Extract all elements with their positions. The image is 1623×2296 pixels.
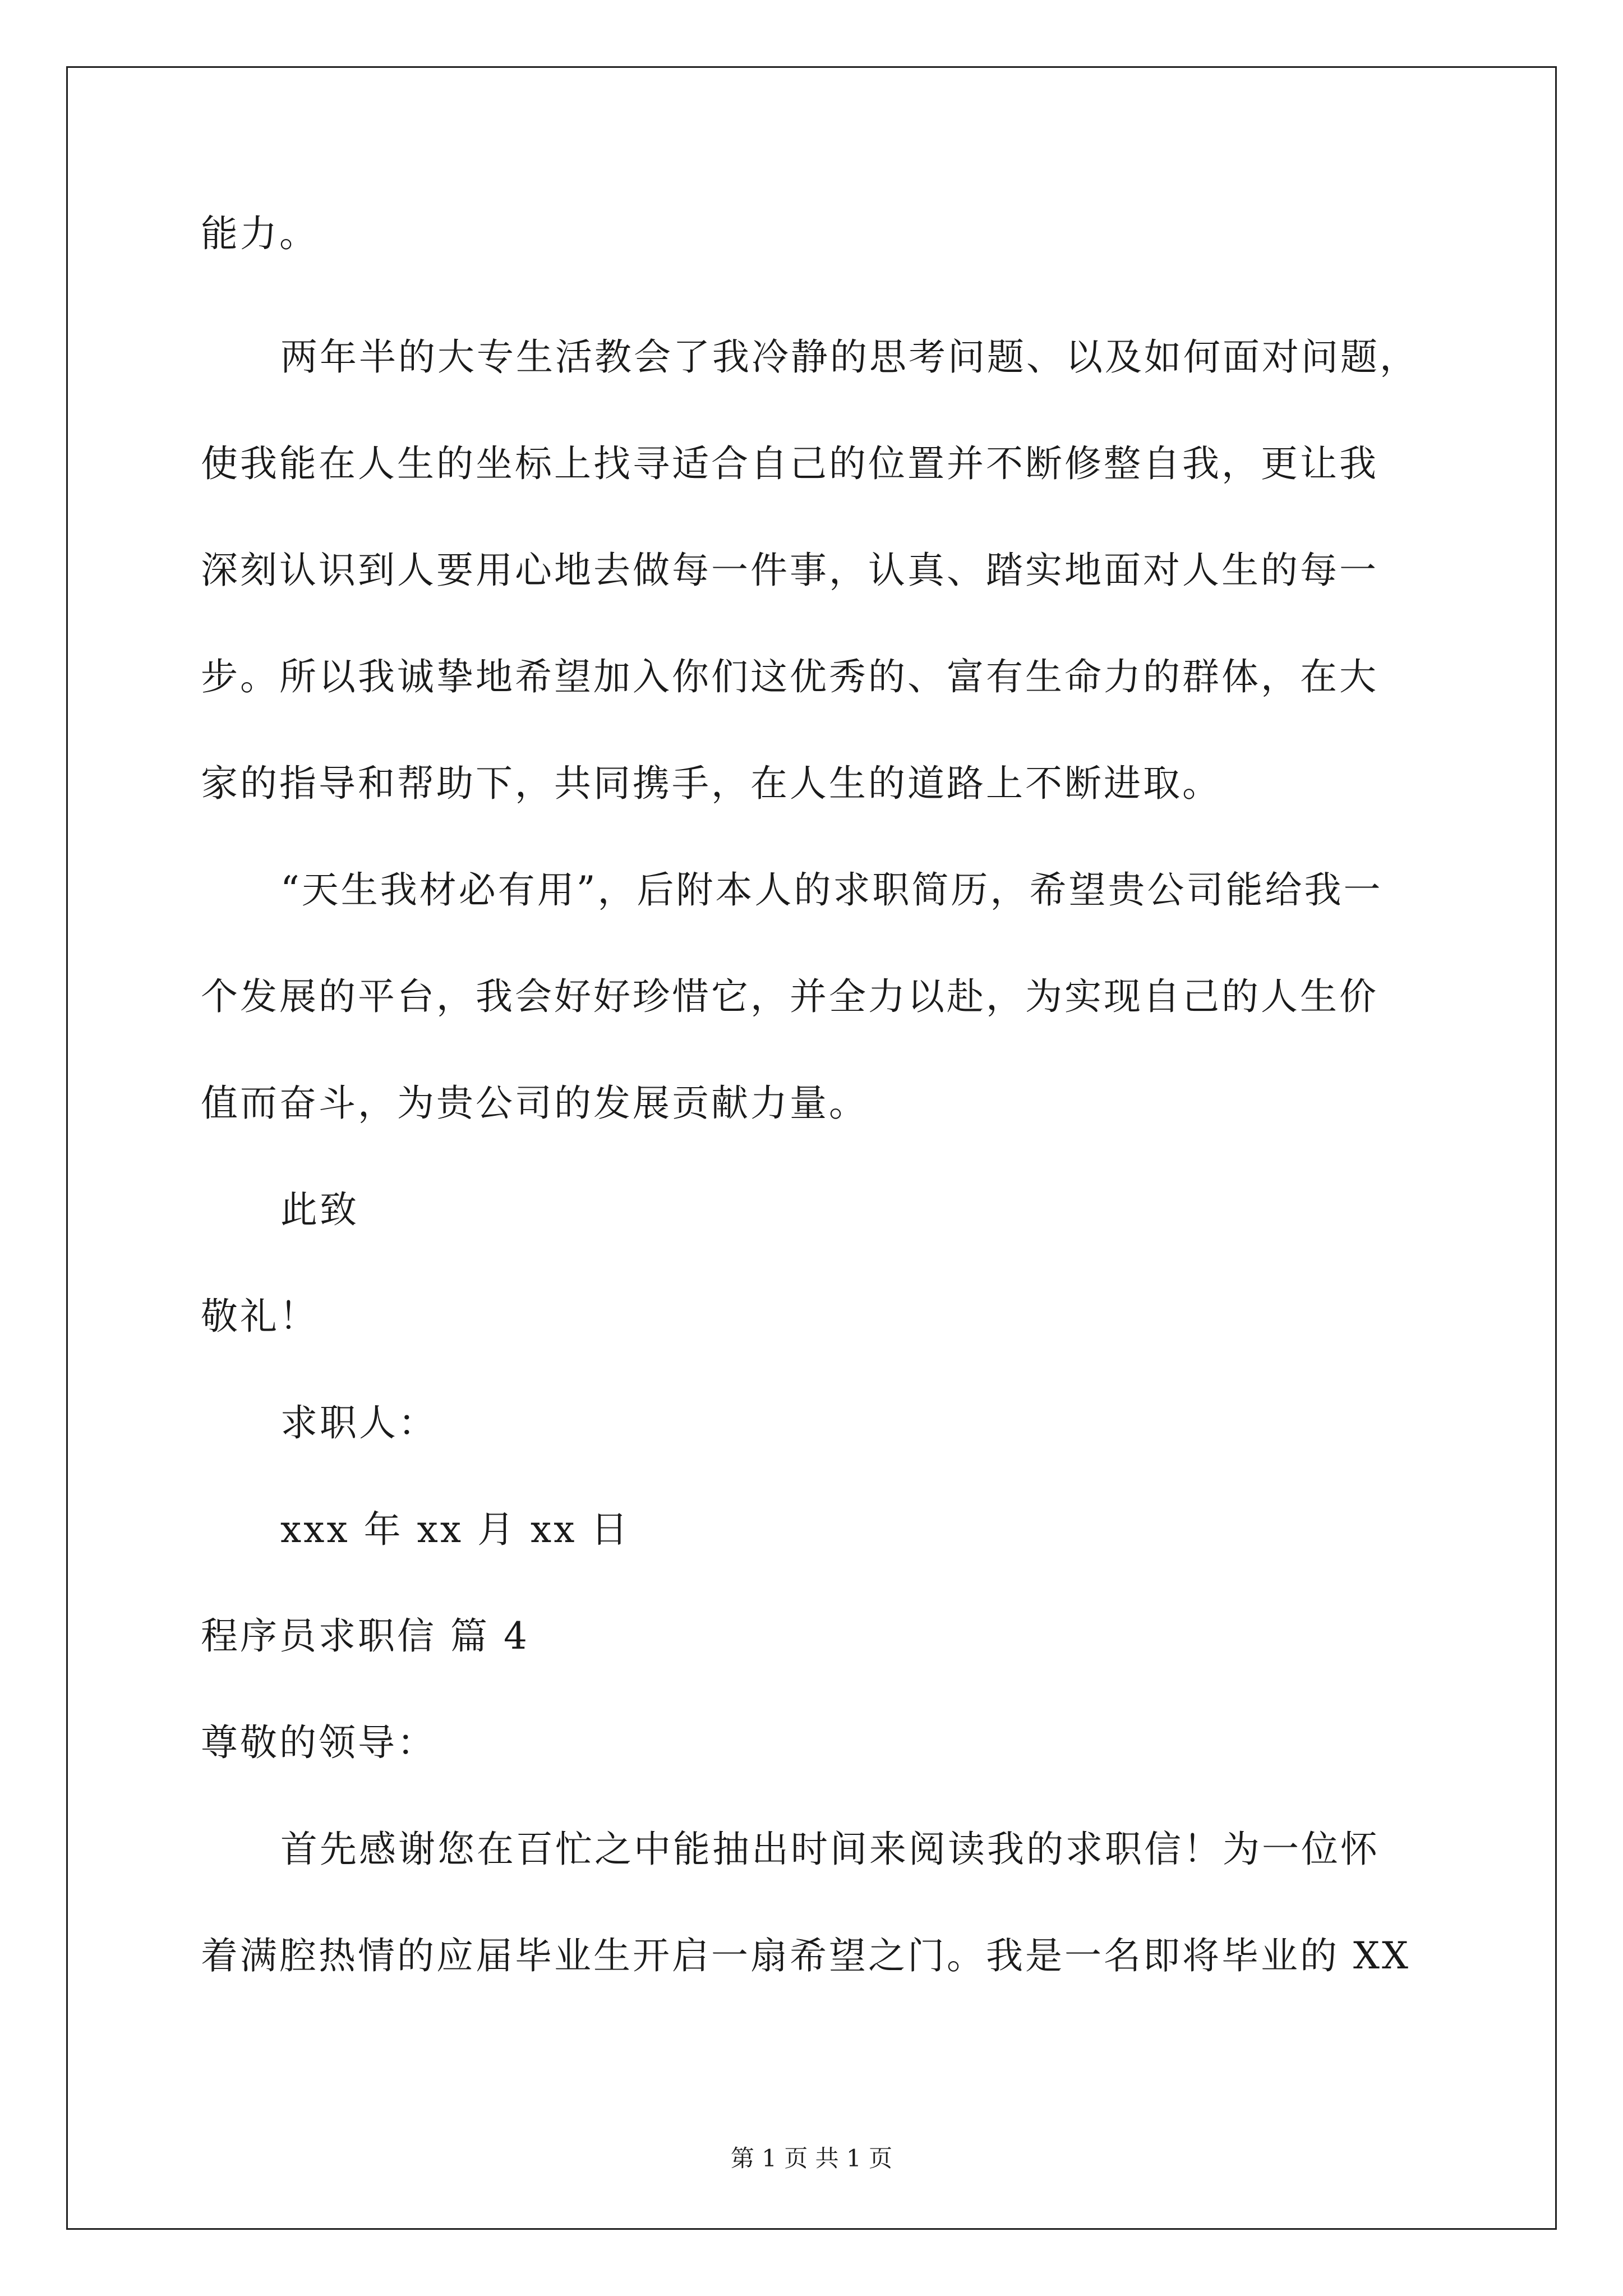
paragraph-line: 个发展的平台，我会好好珍惜它，并全力以赴，为实现自己的人生价 bbox=[201, 975, 1378, 1018]
signature-label: 求职人： bbox=[280, 1401, 437, 1444]
paragraph-line: 深刻认识到人要用心地去做每一件事，认真、踏实地面对人生的每一 bbox=[201, 549, 1378, 592]
paragraph-line: 两年半的大专生活教会了我冷静的思考问题、以及如何面对问题， bbox=[280, 335, 1419, 379]
page-footer: 第 1 页 共 1 页 bbox=[730, 2145, 893, 2172]
paragraph-line: 使我能在人生的坐标上找寻适合自己的位置并不断修整自我，更让我 bbox=[201, 442, 1378, 485]
paragraph-line: 步。所以我诚挚地希望加入你们这优秀的、富有生命力的群体，在大 bbox=[201, 655, 1378, 698]
paragraph-line: 着满腔热情的应届毕业生开启一扇希望之门。我是一名即将毕业的 XX bbox=[201, 1934, 1410, 1977]
closing-regards: 敬礼！ bbox=[201, 1295, 319, 1338]
paragraph-line: 首先感谢您在百忙之中能抽出时间来阅读我的求职信！为一位怀 bbox=[280, 1828, 1380, 1871]
greeting: 尊敬的领导： bbox=[201, 1721, 436, 1764]
page-border bbox=[66, 66, 1557, 2230]
paragraph-line: 家的指导和帮助下，共同携手，在人生的道路上不断进取。 bbox=[201, 762, 1221, 805]
paragraph-line: 能力。 bbox=[201, 212, 319, 255]
section-heading: 程序员求职信 篇 4 bbox=[201, 1614, 529, 1658]
paragraph-line: 值而奋斗，为贵公司的发展贡献力量。 bbox=[201, 1082, 868, 1125]
signature-date: xxx 年 xx 月 xx 日 bbox=[280, 1508, 630, 1551]
closing-salutation: 此致 bbox=[280, 1188, 359, 1231]
paragraph-line: “天生我材必有用”，后附本人的求职简历，希望贵公司能给我一 bbox=[280, 868, 1383, 912]
